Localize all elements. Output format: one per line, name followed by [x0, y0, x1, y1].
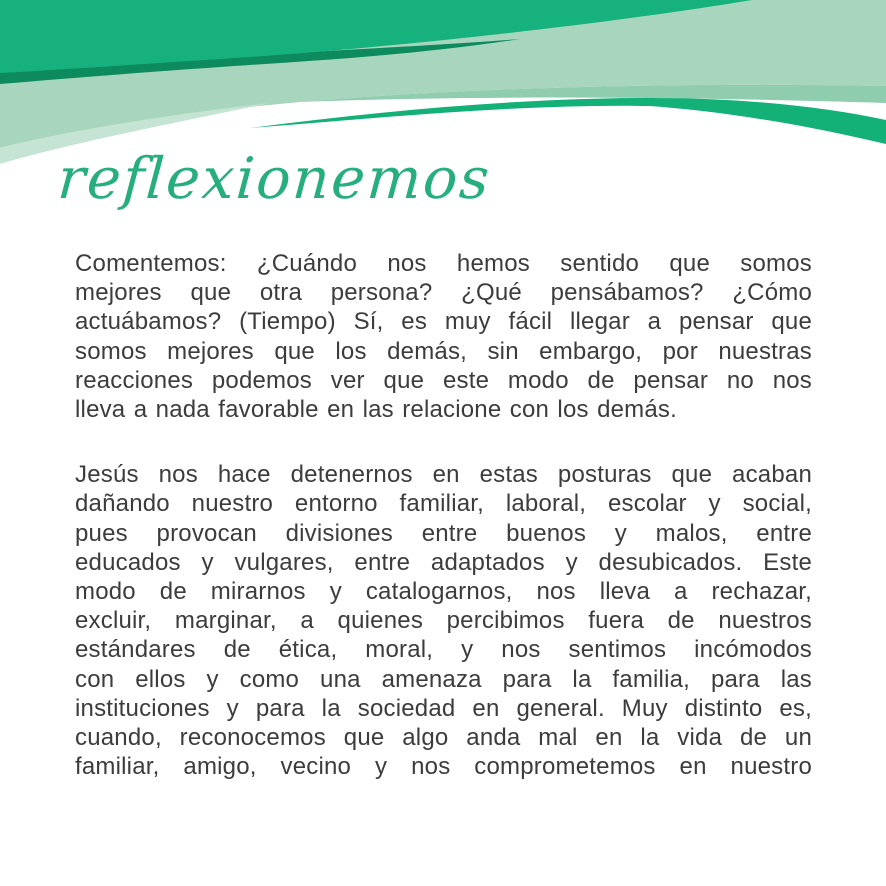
paragraph-line: cuando, reconocemos que algo anda mal en la vida de un [75, 724, 812, 752]
paragraph [75, 460, 812, 781]
paragraph-line: modo de mirarnos y catalogarnos, nos lleva a rechazar, [75, 578, 812, 606]
paragraph-line: instituciones y para la sociedad en general. Muy distinto es, [75, 694, 812, 722]
header-wave-graphic [0, 0, 886, 250]
wave-swoosh-stroke [250, 98, 886, 144]
paragraph-line: pues provocan divisiones entre buenos y malos, entre [75, 519, 812, 547]
page-title: reflexionemos [55, 146, 494, 212]
paragraph-line: mejores que otra persona? ¿Qué pensábamos? ¿Cómo [75, 279, 812, 307]
paragraph-line: dañando nuestro entorno familiar, laboral, escolar y social, [75, 490, 812, 518]
paragraph-line: lleva a nada favorable en las relacione con los demás. [75, 396, 677, 424]
paragraph-line: actuábamos? (Tiempo) Sí, es muy fácil llegar a pensar que [75, 308, 812, 336]
paragraph-line: educados y vulgares, entre adaptados y desubicados. Este [75, 548, 812, 576]
paragraph-line: estándares de ética, moral, y nos sentimos incómodos [75, 636, 812, 664]
paragraph-line: excluir, marginar, a quienes percibimos fuera de nuestros [75, 607, 812, 635]
paragraph-line: reacciones podemos ver que este modo de pensar no nos [75, 366, 812, 394]
paragraph-line: Comentemos: ¿Cuándo nos hemos sentido que somos [75, 250, 812, 277]
paragraph-line: familiar, amigo, vecino y nos comprometemos en nuestro [75, 753, 812, 781]
paragraph-line: Jesús nos hace detenernos en estas posturas que acaban [75, 461, 812, 489]
paragraph [75, 249, 812, 424]
paragraph-line: somos mejores que los demás, sin embargo, por nuestras [75, 337, 812, 365]
paragraph-line: con ellos y como una amenaza para la familia, para las [75, 665, 812, 693]
body-text [75, 249, 812, 781]
